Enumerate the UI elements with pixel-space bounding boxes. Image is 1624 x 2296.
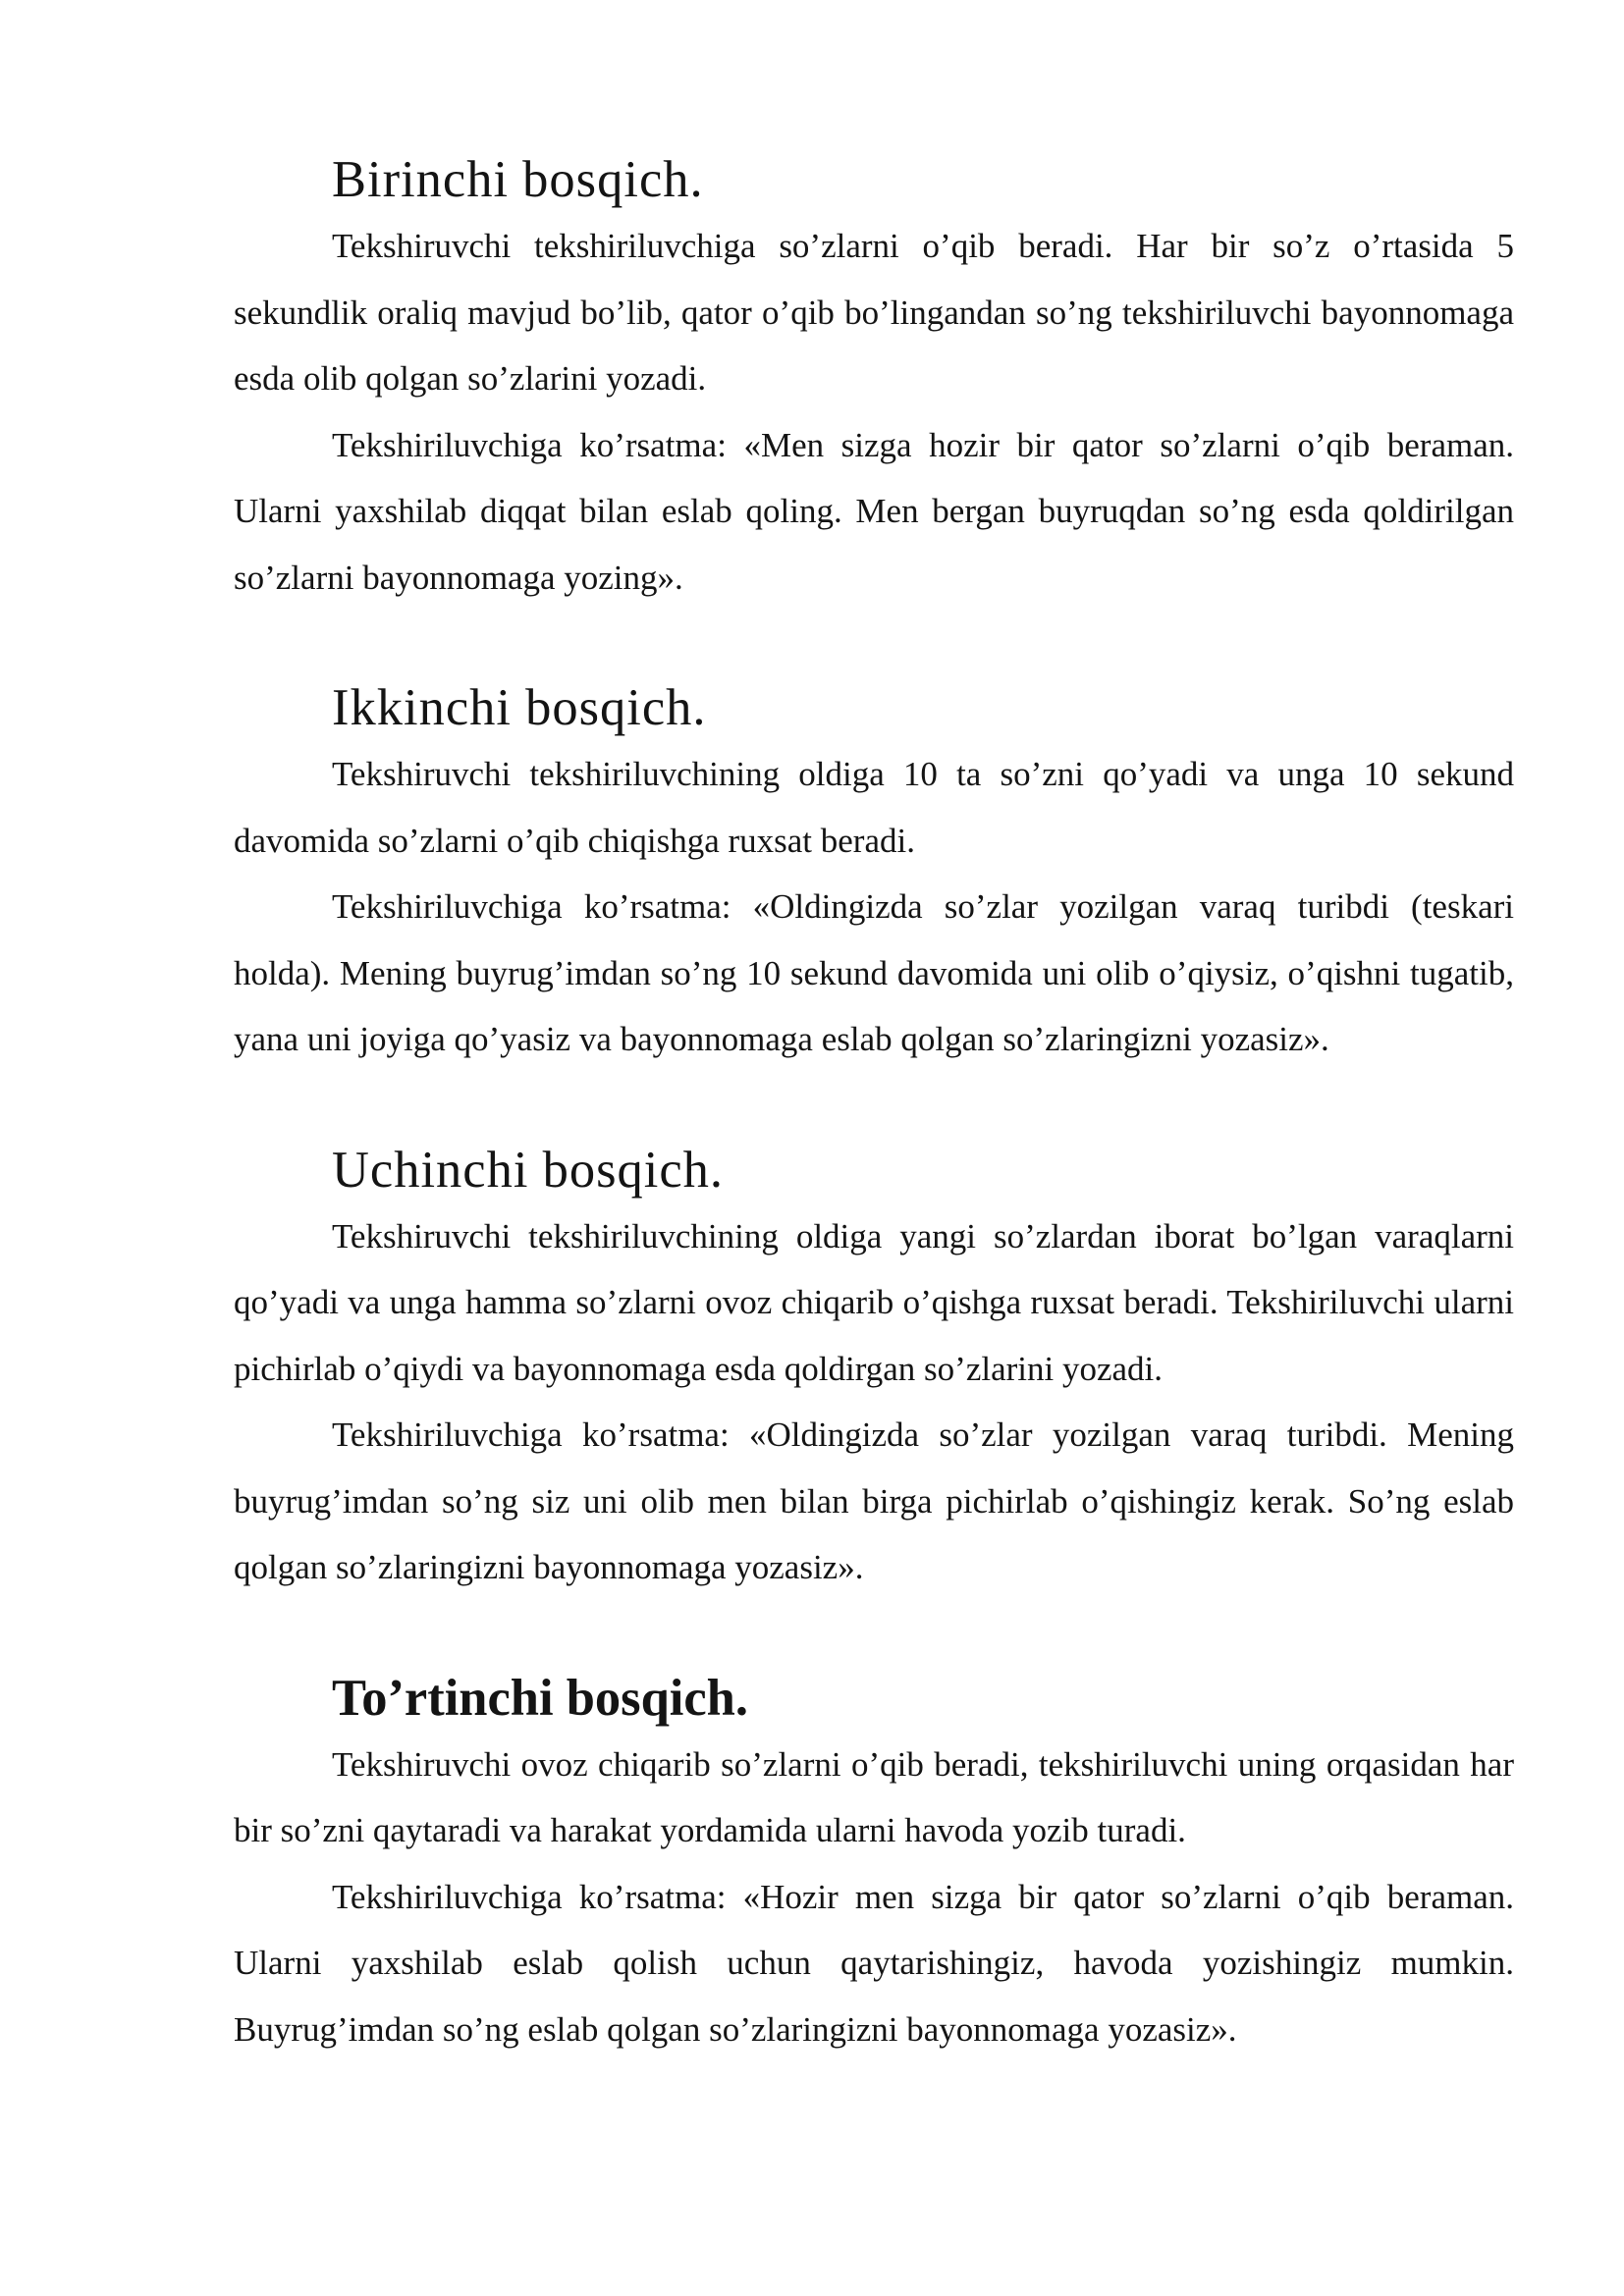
paragraph: Tekshiruvchi tekshiriluvchiga so’zlarni o’qib beradi. Har bir so’z o’rtasida 5 sekundlik oraliq mavjud bo’lib, qator o’qib bo’lingandan so’ng tekshiriluvchi bayonnomaga esda olib qolgan so’zlarini yozadi. <box>234 227 1514 398</box>
paragraph: Tekshiruvchi tekshiriluvchining oldiga yangi so’zlardan iborat bo’lgan varaqlarni qo’yadi va unga hamma so’zlarni ovoz chiqarib o’qishga ruxsat beradi. Tekshiriluvchi ularni pichirlab o’qiydi va bayonnomaga esda qoldirgan so’zlarini yozadi. <box>234 1216 1514 1388</box>
paragraph: Tekshiriluvchiga ko’rsatma: «Hozir men sizga bir qator so’zlarni o’qib beraman. Ularni yaxshilab eslab qolish uchun qaytarishingiz, havoda yozishingiz mumkin. Buyrug’imdan so’ng eslab qolgan so’zlaringizni bayonnomaga yozasiz». <box>234 1877 1514 2049</box>
paragraph: Tekshiriluvchiga ko’rsatma: «Men sizga hozir bir qator so’zlarni o’qib beraman. Ularni yaxshilab diqqat bilan eslab qoling. Men bergan buyruqdan so’ng esda qoldirilgan so’zlarni bayonnomaga yozing». <box>234 425 1514 597</box>
paragraph: Tekshiriluvchiga ko’rsatma: «Oldingizda so’zlar yozilgan varaq turibdi. Mening buyrug’imdan so’ng siz uni olib men bilan birga pichirlab o’qishingiz kerak. So’ng eslab qolgan so’zlaringizni bayonnomaga yozasiz». <box>234 1415 1514 1586</box>
section-second-stage <box>234 675 1514 1073</box>
section-heading: Birinchi bosqich. <box>332 151 704 208</box>
paragraph: Tekshiriluvchiga ko’rsatma: «Oldingizda so’zlar yozilgan varaq turibdi (teskari holda). Mening buyrug’imdan so’ng 10 sekund davomida uni olib o’qiysiz, o’qishni tugatib, yana uni joyiga qo’yasiz va bayonnomaga eslab qolgan so’zlaringizni yozasiz». <box>234 887 1514 1058</box>
paragraph: Tekshiruvchi ovoz chiqarib so’zlarni o’qib beradi, tekshiriluvchi uning orqasidan har bir so’zni qaytaradi va harakat yordamida ularni havoda yozib turadi. <box>234 1744 1514 1849</box>
document-page <box>234 147 1514 2062</box>
section-heading: Uchinchi bosqich. <box>332 1141 725 1199</box>
section-fourth-stage <box>234 1666 1514 2063</box>
section-first-stage <box>234 147 1514 611</box>
section-heading: Ikkinchi bosqich. <box>332 679 707 736</box>
paragraph: Tekshiruvchi tekshiriluvchining oldiga 10 ta so’zni qo’yadi va unga 10 sekund davomida so’zlarni o’qib chiqishga ruxsat beradi. <box>234 755 1514 860</box>
section-heading: To’rtinchi bosqich. <box>332 1669 748 1727</box>
section-third-stage <box>234 1138 1514 1601</box>
